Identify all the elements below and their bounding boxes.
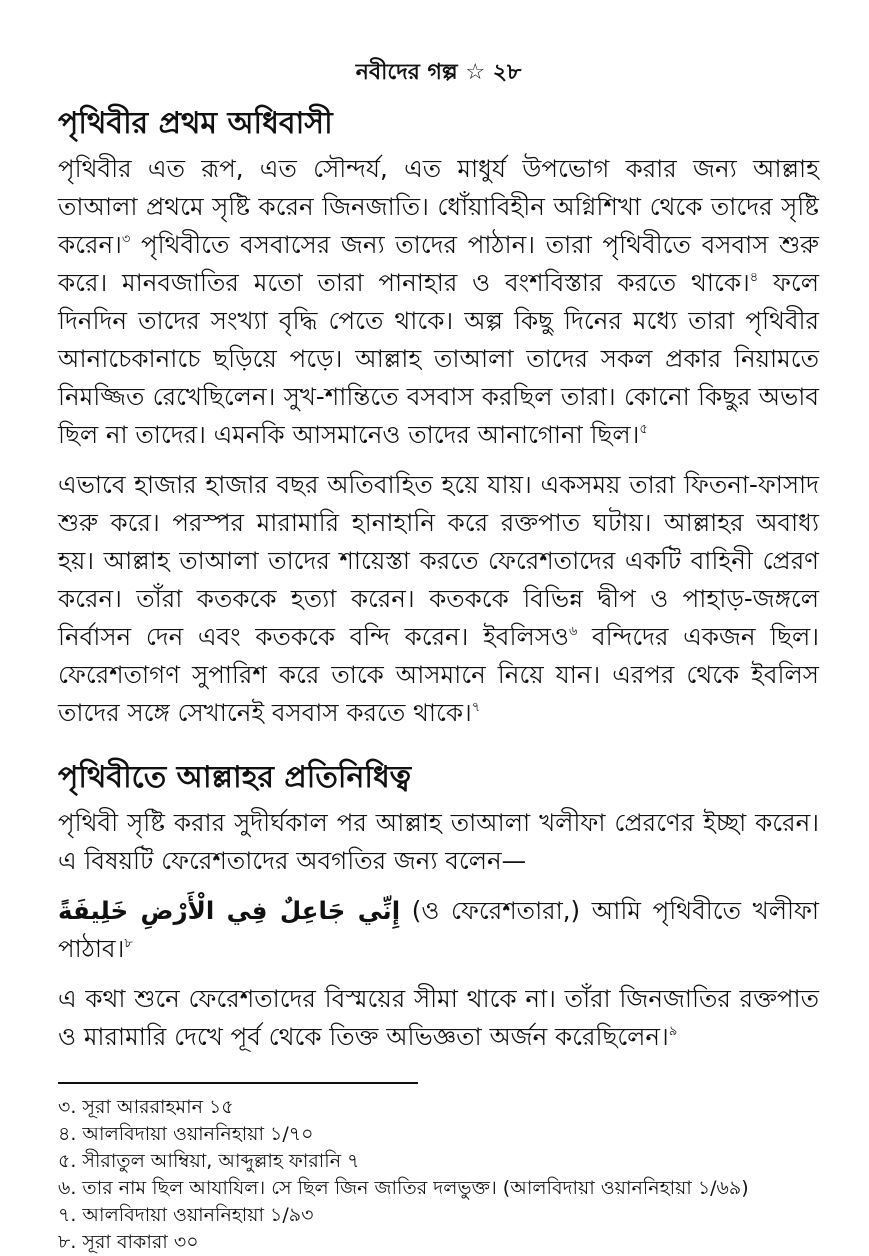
footnote: ৮. সূরা বাকারা ৩০ — [58, 1231, 199, 1253]
section-heading-first-inhabitants: পৃথিবীর প্রথম অধিবাসী — [58, 106, 333, 141]
footnote-ref: ৫ — [639, 422, 648, 437]
paragraph-quran-verse: إِنِّي جَاعِلٌ فِي الْأَرْضِ خَلِيفَةً (ও ফেরেশতারা,) আমি পৃথিবীতে খলীফা পাঠাব।$^৮$ — [58, 896, 819, 963]
footnote-divider — [58, 1082, 418, 1084]
star-icon: ☆ — [465, 60, 486, 85]
page-number: ২৮ — [492, 60, 522, 85]
footnote-ref: ৮ — [124, 936, 133, 951]
arabic-verse: إِنِّي جَاعِلٌ فِي الْأَرْضِ خَلِيفَةً — [58, 896, 401, 925]
footnote: ৬. তার নাম ছিল আযাযিল। সে ছিল জিন জাতির দলভুক্ত। (আলবিদায়া ওয়াননিহায়া ১/৬৯) — [58, 1177, 749, 1199]
footnote: ৫. সীরাতুল আম্বিয়া, আব্দুল্লাহ ফারানি ৭ — [58, 1150, 360, 1172]
section-heading-vicegerency: পৃথিবীতে আল্লাহর প্রতিনিধিত্ব — [58, 760, 412, 795]
paragraph: এভাবে হাজার হাজার বছর অতিবাহিত হয়ে যায়। একসময় তারা ফিতনা-ফাসাদ শুরু করে। পরস্পর মারামারি হানাহানি করে রক্তপাত ঘটায়। আল্লাহর অবাধ্য হয়। আল্লাহ তাআলা তাদের শায়েস্তা করতে ফেরেশতাদের একটি বাহিনী প্রেরণ করেন। তাঁরা কতককে হত্যা করেন। কতককে বিভিন্ন দ্বীপ ও পাহাড়-জঙ্গলে নির্বাসন দেন এবং কতককে বন্দি করেন। ইবলিসও$^৬$ বন্দিদের একজন ছিল। ফেরেশতাগণ সুপারিশ করে তাকে আসমানে নিয়ে যান। এরপর থেকে ইবলিস তাদের সঙ্গে সেখানেই বসবাস করতে থাকে।$^৭$ — [58, 470, 819, 727]
book-title: নবীদের গল্প — [355, 60, 458, 85]
footnote-ref: ৩ — [121, 232, 131, 247]
footnote-ref: ৪ — [749, 270, 759, 285]
footnote-ref: ৬ — [568, 624, 578, 639]
footnote: ৩. সূরা আররাহমান ১৫ — [58, 1096, 234, 1118]
paragraph: পৃথিবী সৃষ্টি করার সুদীর্ঘকাল পর আল্লাহ তাআলা খলীফা প্রেরণের ইচ্ছা করেন। এ বিষয়টি ফেরেশতাদের অবগতির জন্য বলেন— — [58, 808, 819, 875]
footnotes-list — [58, 1094, 819, 1256]
paragraph: পৃথিবীর এত রূপ, এত সৌন্দর্য, এত মাধুর্য উপভোগ করার জন্য আল্লাহ তাআলা প্রথমে সৃষ্টি করেন জিনজাতি। ধোঁয়াবিহীন অগ্নিশিখা থেকে তাদের সৃষ্টি করেন।$^৩$ পৃথিবীতে বসবাসের জন্য তাদের পাঠান। তারা পৃথিবীতে বসবাস শুরু করে। মানবজাতির মতো তারা পানাহার ও বংশবিস্তার করতে থাকে।$^৪$ ফলে দিনদিন তাদের সংখ্যা বৃদ্ধি পেতে থাকে। অল্প কিছু দিনের মধ্যে তারা পৃথিবীর আনাচেকানাচে ছড়িয়ে পড়ে। আল্লাহ তাআলা তাদের সকল প্রকার নিয়ামতে নিমজ্জিত রেখেছিলেন। সুখ-শান্তিতে বসবাস করছিল তারা। কোনো কিছুর অভাব ছিল না তাদের। এমনকি আসমানেও তাদের আনাগোনা ছিল।$^৫$ — [58, 154, 819, 449]
running-header — [58, 0, 819, 100]
footnote: ৪. আলবিদায়া ওয়াননিহায়া ১/৭০ — [58, 1123, 314, 1145]
footnote-ref: ৭ — [471, 700, 481, 715]
footnote-ref: ৯ — [668, 1024, 678, 1039]
paragraph: এ কথা শুনে ফেরেশতাদের বিস্ময়ের সীমা থাকে না। তাঁরা জিনজাতির রক্তপাত ও মারামারি দেখে পূর্ব থেকে তিক্ত অভিজ্ঞতা অর্জন করেছিলেন।$^৯$ — [58, 984, 819, 1051]
footnote: ৭. আলবিদায়া ওয়াননিহায়া ১/৯৩ — [58, 1204, 314, 1226]
